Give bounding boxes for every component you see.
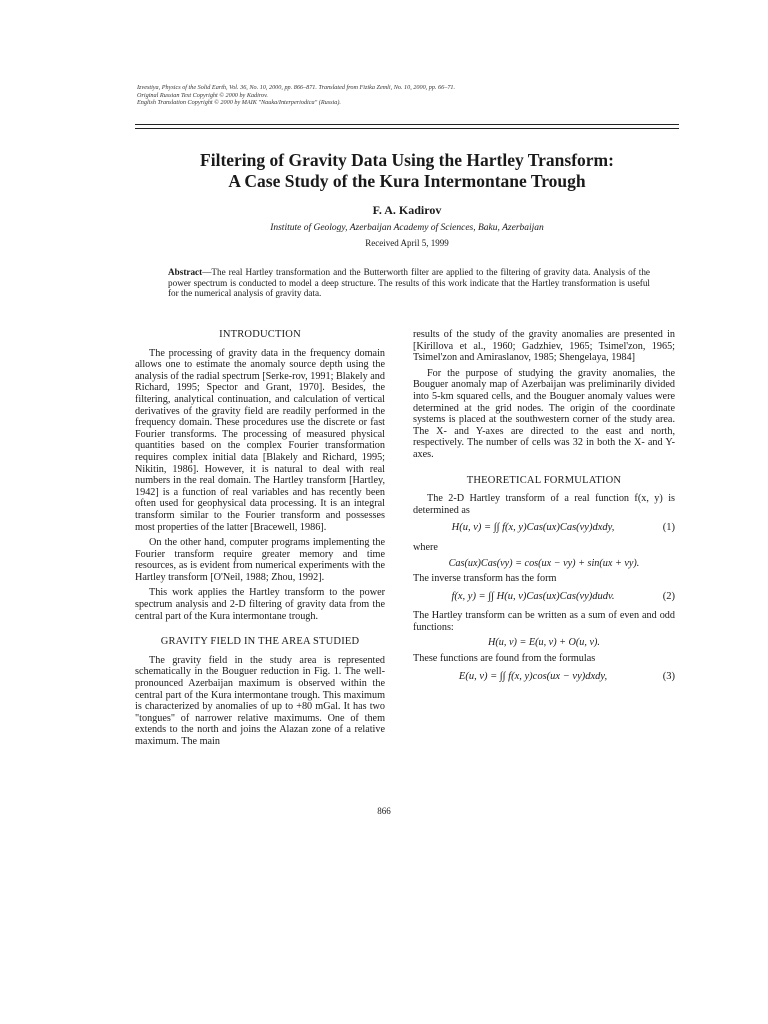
equation-2-number: (2) [662, 590, 675, 602]
theory-paragraph-1: The 2-D Hartley transform of a real function f(x, y) is determined as [413, 493, 675, 516]
paper-title [135, 150, 679, 192]
section-heading-introduction: INTRODUCTION [219, 329, 301, 340]
equation-1-number: (1) [662, 522, 675, 534]
intro-paragraph-2: On the other hand, computer programs implementing the Fourier transform require greater memory and time resources, as is evident from numerical experiments with the Hartley transform [O'Neil, 1988; Zhou, 1992]. [135, 537, 385, 583]
section-heading-theory: THEORETICAL FORMULATION [466, 474, 622, 486]
intro-paragraph-3: This work applies the Hartley transform to the power spectrum analysis and 2-D filtering of gravity data from the central part of the Kura intermontane trough. [135, 587, 385, 622]
title-line-1: Filtering of Gravity Data Using the Hartley Transform: [200, 150, 614, 170]
journal-header [137, 84, 637, 107]
equation-3 [413, 671, 675, 683]
author-affiliation: Institute of Geology, Azerbaijan Academy of Sciences, Baku, Azerbaijan [270, 223, 544, 233]
sum-equation: H(u, v) = E(u, v) + O(u, v). [488, 637, 600, 649]
left-column [135, 329, 385, 752]
page-number: 866 [377, 806, 391, 816]
even-odd-text: The Hartley transform can be written as a sum of even and odd functions: [413, 610, 675, 633]
equation-3-number: (3) [662, 670, 675, 682]
author-name: F. A. Kadirov [372, 203, 442, 217]
where-text: where [413, 541, 438, 553]
abstract-label: Abstract [168, 267, 203, 277]
journal-citation: Izvestiya, Physics of the Solid Earth, Vol. 36, No. 10, 2000, pp. 866–871. Translated from Fizika Zemli, No. 10, 2000, pp. 66–71. [137, 84, 456, 91]
header-rule-thick [135, 124, 679, 125]
continued-paragraph: results of the study of the gravity anomalies are presented in [Kirillova et al., 1960; Gadzhiev, 1965; Tsimel'zon, 1965; Tsimel'zon and Amiraslanov, 1985; Shengelaya, 1984] [413, 329, 675, 364]
title-line-2: A Case Study of the Kura Intermontane Trough [228, 171, 586, 191]
translation-copyright: English Translation Copyright © 2000 by MAIK "Nauka/Interperiodica" (Russia). [137, 99, 341, 107]
inverse-transform-text: The inverse transform has the form [413, 573, 557, 585]
intro-paragraph-1: The processing of gravity data in the frequency domain allows one to estimate the anomaly source depth using the analysis of the radial spectrum [Serke-rov, 1991; Blakely and Richard, 1995; Spector and Grant, 1970]. Besides, the filtering, analytical continuation, and calculation of vertical derivatives of the gravity field are readily performed in the frequency domain. These procedures use the discrete or fast Fourier transforms. The processing of measured physical quantities based on the complex Fourier transformation requires complex initial data [Blakely and Richard, 1995; Nikitin, 1986]. However, it is natural to deal with real numbers in the real domain. The Hartley transform [Hartley, 1942] is a function of real variables and has recently been often used for geophysical data processing. It is an integral transform similar to the Fourier transform and possesses most properties of the latter [Bracewell, 1986]. [135, 347, 385, 533]
equation-2-body: f(x, y) = ∫∫ H(u, v)Cas(ux)Cas(vy)dudv. [451, 590, 615, 602]
right-column [413, 329, 675, 690]
original-copyright: Original Russian Text Copyright © 2000 by Kadirov. [137, 91, 268, 99]
grid-paragraph: For the purpose of studying the gravity anomalies, the Bouguer anomaly map of Azerbaijan was preliminarily divided into 5-km squared cells, and the Bouguer anomaly values were determined at the grid nodes. The origin of the coordinate systems is placed at the southwestern corner of the study area. The X- and Y-axes are directed to the east and north, respectively. The number of cells was 32 in both the X- and Y-axes. [413, 367, 675, 460]
equation-2 [413, 591, 675, 603]
equation-3-body: E(u, v) = ∫∫ f(x, y)cos(ux − vy)dxdy, [458, 670, 608, 682]
section-heading-gravity-field: GRAVITY FIELD IN THE AREA STUDIED [160, 636, 360, 648]
abstract-text: —The real Hartley transformation and the Butterworth filter are applied to the filtering of gravity data. Analysis of the power spectrum is conducted to model a deep structure. The results of this work indicate that the Hartley transformation is useful for the numerical analysis of gravity data. [168, 267, 650, 299]
abstract [168, 267, 650, 299]
header-rule-thin [135, 128, 679, 129]
received-date: Received April 5, 1999 [365, 238, 449, 248]
equation-1-body: H(u, v) = ∫∫ f(x, y)Cas(ux)Cas(vy)dxdy, [451, 522, 615, 534]
gravity-paragraph-1: The gravity field in the study area is represented schematically in the Bouguer reduction in Fig. 1. The well-pronounced Azerbaijan maximum is observed within the central part of the Kura intermontane trough. This maximum is characterized by anomalies of up to +80 mGal. It has two "tongues" of narrower relative maximums. One of them extends to the north and joins the Alazan zone of a relative maximum. The main [135, 654, 385, 747]
equation-1 [413, 522, 675, 534]
formulas-text: These functions are found from the formulas [413, 653, 596, 665]
cas-definition: Cas(ux)Cas(vy) = cos(ux − vy) + sin(ux + vy). [448, 557, 640, 569]
